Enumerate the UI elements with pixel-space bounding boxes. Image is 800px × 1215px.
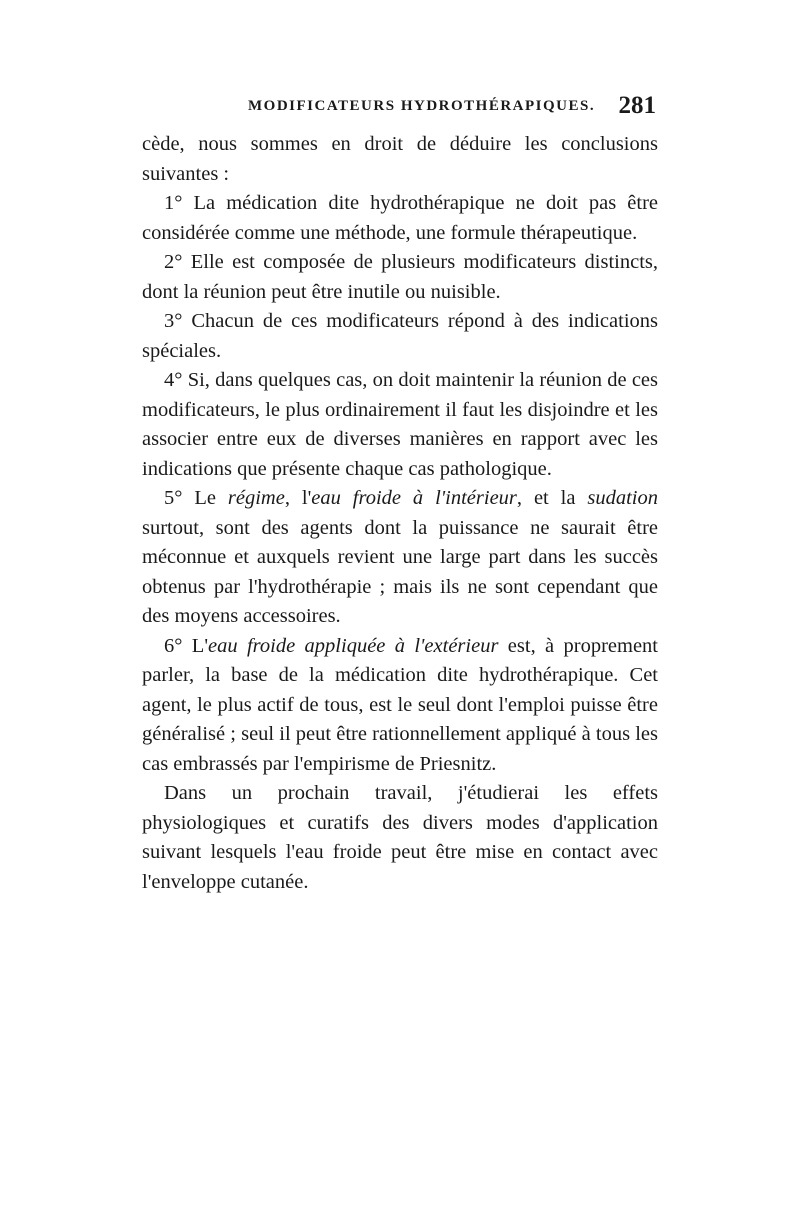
conclusion-6-rest: est, à proprement parler, la base de la médication dite hydrothérapique. Cet agent, le plus actif de tous, est le seul dont l'emploi puisse être généralisé ; seul il peut être rationnellement appliqué à tous les cas embrassés par l'empirisme de Priesnitz. (142, 634, 658, 775)
conclusion-2: 2° Elle est composée de plusieurs modificateurs distincts, dont la réunion peut être inutile ou nuisible. (142, 251, 658, 303)
conclusion-5-sep-1: , l' (284, 487, 312, 509)
conclusion-1: 1° La médication dite hydrothérapique ne doit pas être considérée comme une méthode, une formule thérapeutique. (142, 192, 658, 244)
conclusion-6 (142, 632, 658, 780)
term-sudation: sudation (587, 487, 658, 509)
conclusion-5-sep-2: , et la (516, 487, 588, 509)
paragraph-continuation: cède, nous sommes en droit de déduire les conclusions suivantes : (142, 133, 658, 185)
conclusion-6-lead: 6° L' (164, 634, 209, 657)
conclusion-3: 3° Chacun de ces modificateurs répond à des indications spéciales. (142, 310, 658, 362)
term-eau-froide-interieur: eau froide à l'intérieur (311, 487, 517, 509)
term-regime: régime (227, 487, 285, 509)
page-number: 281 (618, 92, 656, 119)
conclusion-4: 4° Si, dans quelques cas, on doit maintenir la réunion de ces modificateurs, le plus ordinairement il faut les disjoindre et les associer entre eux de diverses manières en rapport avec les indications que présente chaque cas pathologique. (142, 369, 658, 480)
conclusion-5-rest: surtout, sont des agents dont la puissance ne saurait être méconnue et auxquels revient une large part dans les succès obtenus par l'hydrothérapie ; mais ils ne sont cependant que des moyens accessoires. (142, 516, 658, 627)
conclusion-5 (142, 484, 658, 632)
body-text (142, 130, 658, 897)
running-head (142, 92, 658, 126)
closing-paragraph: Dans un prochain travail, j'étudierai les effets physiologiques et curatifs des divers modes d'application suivant lesquels l'eau froide peut être mise en contact avec l'enveloppe cutanée. (142, 782, 658, 893)
term-eau-froide-exterieur: eau froide appliquée à l'extérieur (208, 634, 499, 657)
running-title: MODIFICATEURS HYDROTHÉRAPIQUES. (248, 98, 596, 114)
conclusion-5-lead: 5° Le (164, 487, 228, 509)
